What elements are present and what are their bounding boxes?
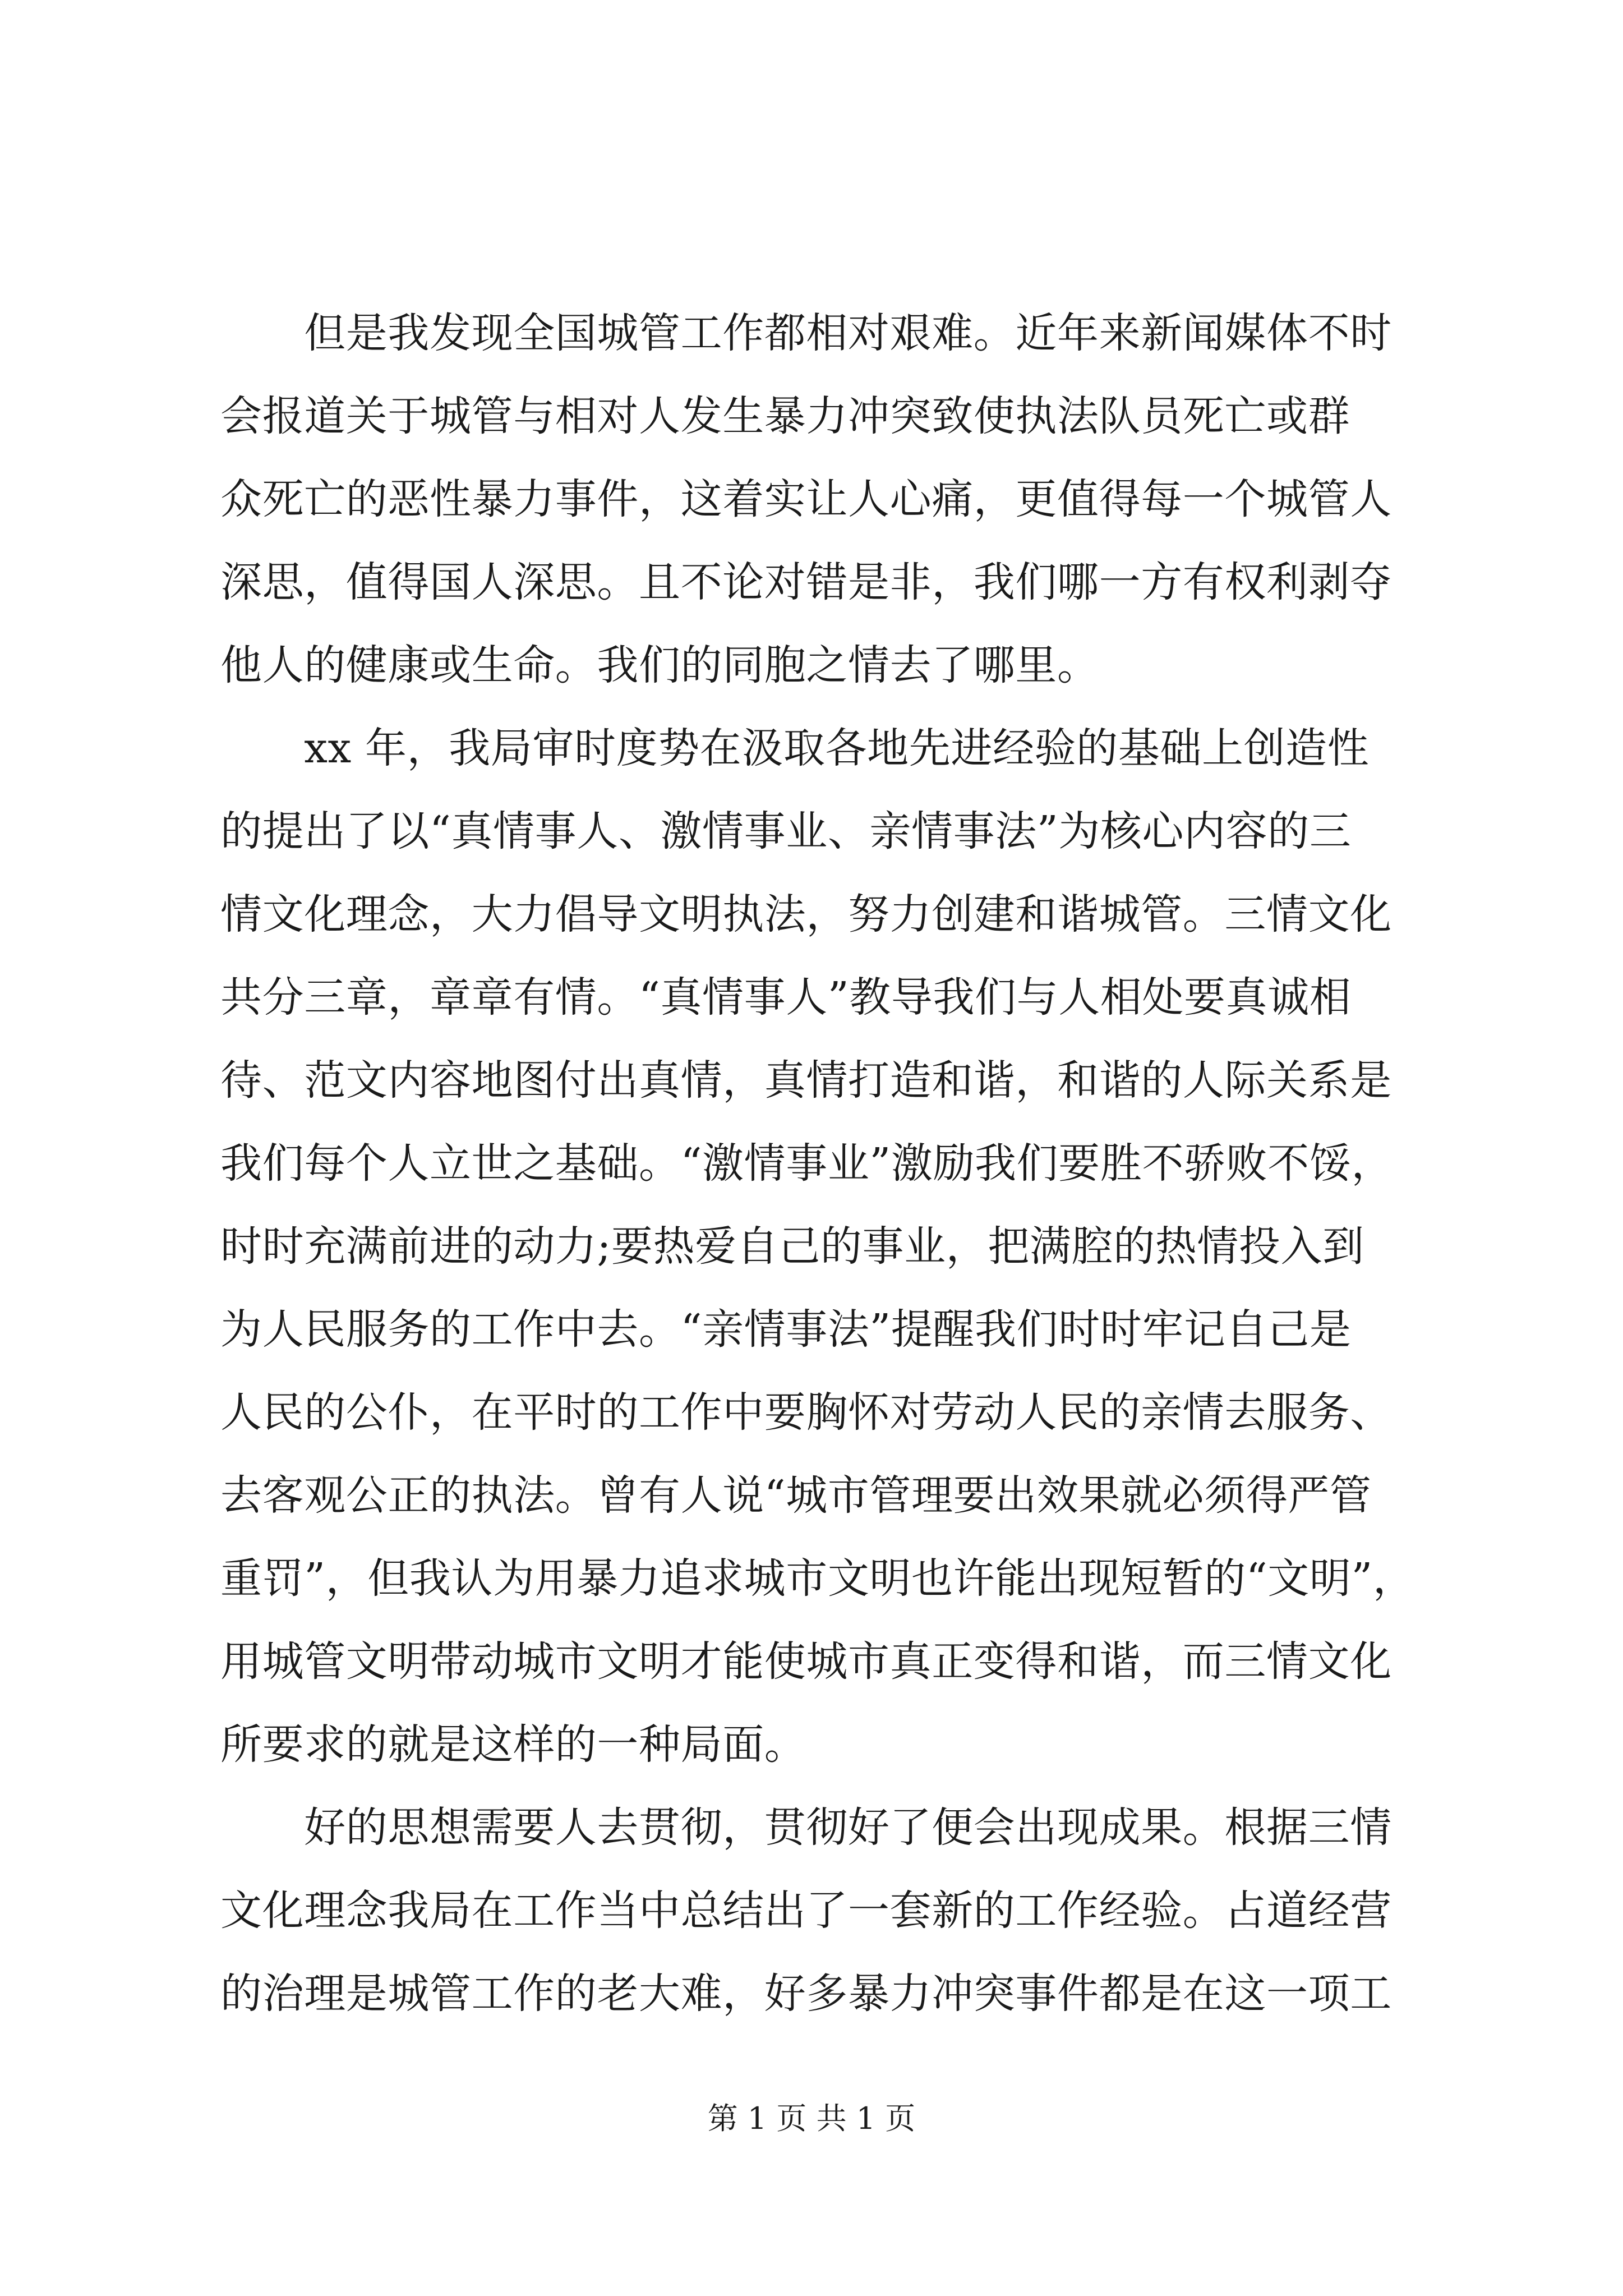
text-line: 人民的公仆，在平时的工作中要胸怀对劳动人民的亲情去服务、: [220, 1388, 1392, 1437]
page-number-label: 第 1 页 共 1 页: [707, 2101, 916, 2136]
text-line: 时时充满前进的动力;要热爱自己的事业，把满腔的热情投入到: [220, 1222, 1364, 1271]
text-line: 用城管文明带动城市文明才能使城市真正变得和谐，而三情文化: [220, 1637, 1392, 1686]
text-line: 去客观公正的执法。曾有人说“城市管理要出效果就必须得严管: [220, 1471, 1372, 1520]
text-line: 他人的健康或生命。我们的同胞之情去了哪里。: [220, 641, 1099, 689]
page-footer: [0, 2099, 1623, 2138]
text-line: 的提出了以“真情事人、激情事业、亲情事法”为核心内容的三: [220, 807, 1352, 855]
text-line: 文化理念我局在工作当中总结出了一套新的工作经验。占道经营: [220, 1887, 1392, 1935]
text-line: 重罚”，但我认为用暴力追求城市文明也许能出现短暂的“文明”，: [220, 1554, 1415, 1603]
text-line: 共分三章，章章有情。“真情事人”教导我们与人相处要真诚相: [220, 973, 1352, 1022]
text-line: 情文化理念，大力倡导文明执法，努力创建和谐城管。三情文化: [220, 890, 1392, 938]
text-line: 深思，值得国人深思。且不论对错是非，我们哪一方有权利剥夺: [220, 558, 1392, 606]
text-line: 众死亡的恶性暴力事件，这着实让人心痛，更值得每一个城管人: [220, 475, 1392, 523]
text-line: 但是我发现全国城管工作都相对艰难。近年来新闻媒体不时: [220, 309, 1392, 357]
text-line: xx 年，我局审时度势在汲取各地先进经验的基础上创造性: [220, 724, 1370, 772]
text-line: 待、范文内容地图付出真情，真情打造和谐，和谐的人际关系是: [220, 1056, 1392, 1105]
text-line: 好的思想需要人去贯彻，贯彻好了便会出现成果。根据三情: [220, 1803, 1392, 1852]
text-line: 我们每个人立世之基础。“激情事业”激励我们要胜不骄败不馁，: [220, 1139, 1394, 1188]
text-line: 会报道关于城管与相对人发生暴力冲突致使执法队员死亡或群: [220, 392, 1350, 440]
text-line: 为人民服务的工作中去。“亲情事法”提醒我们时时牢记自己是: [220, 1305, 1352, 1354]
text-line: 所要求的就是这样的一种局面。: [220, 1720, 806, 1769]
text-line: 的治理是城管工作的老大难，好多暴力冲突事件都是在这一项工: [220, 1970, 1392, 2018]
